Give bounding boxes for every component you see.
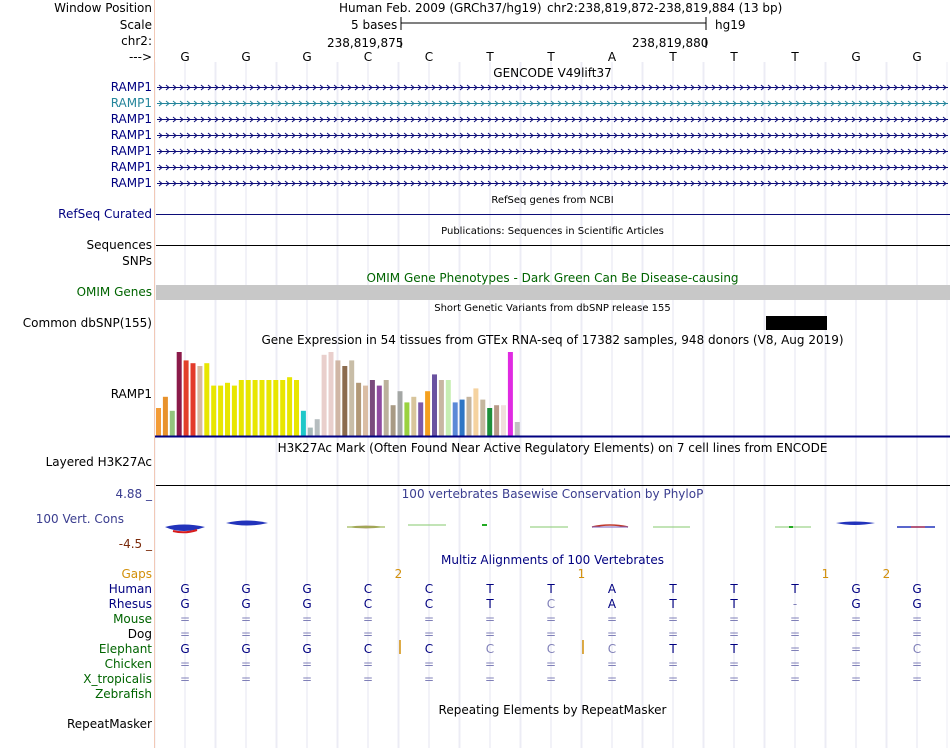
omim-bar[interactable] bbox=[156, 285, 950, 300]
coord-right: 238,819,880 bbox=[632, 36, 709, 50]
base-letter: C bbox=[363, 50, 373, 64]
scale-text: 5 bases bbox=[351, 18, 398, 32]
insertion-marks bbox=[0, 630, 950, 670]
alignment-base: = bbox=[667, 612, 679, 626]
species-label-dog[interactable]: Dog bbox=[127, 627, 152, 641]
alignment-base: T bbox=[669, 642, 677, 656]
alignment-base: = bbox=[606, 672, 618, 686]
gtex-bar bbox=[329, 352, 334, 436]
gtex-bar bbox=[177, 352, 182, 436]
base-letter: G bbox=[302, 50, 312, 64]
gencode-label-0[interactable]: RAMP1 bbox=[110, 80, 152, 94]
species-label-human[interactable]: Human bbox=[108, 582, 152, 596]
gap-mark: 2 bbox=[882, 567, 891, 581]
gtex-bar bbox=[384, 380, 389, 436]
gtex-bar bbox=[184, 360, 189, 436]
gtex-bar bbox=[391, 405, 396, 436]
alignment-base: T bbox=[669, 582, 677, 596]
gtex-bar bbox=[335, 360, 340, 436]
gtex-bar bbox=[322, 355, 327, 436]
gtex-bar bbox=[280, 380, 285, 436]
alignment-base: C bbox=[424, 642, 434, 656]
alignment-base: G bbox=[851, 597, 861, 611]
alignment-base: = bbox=[911, 627, 923, 641]
alignment-base: = bbox=[423, 627, 435, 641]
pubs-label[interactable]: Sequences bbox=[86, 238, 152, 252]
alignment-base: = bbox=[667, 627, 679, 641]
alignment-base: = bbox=[240, 657, 252, 671]
species-label-rhesus[interactable]: Rhesus bbox=[108, 597, 152, 611]
gtex-bar bbox=[460, 400, 465, 436]
alignment-base: = bbox=[179, 612, 191, 626]
alignment-base: = bbox=[789, 627, 801, 641]
alignment-base: = bbox=[179, 627, 191, 641]
alignment-base: G bbox=[302, 597, 312, 611]
h3k27ac-label[interactable]: Layered H3K27Ac bbox=[45, 455, 152, 469]
alignment-base: = bbox=[301, 627, 313, 641]
omim-label[interactable]: OMIM Genes bbox=[76, 285, 152, 299]
alignment-base: = bbox=[423, 657, 435, 671]
h3k27ac-title[interactable]: H3K27Ac Mark (Often Found Near Active Regulatory Elements) on 7 cell lines from ENCODE bbox=[277, 441, 828, 455]
gtex-bar bbox=[446, 380, 451, 436]
alignment-base: = bbox=[850, 657, 862, 671]
alignment-base: = bbox=[362, 657, 374, 671]
alignment-base: G bbox=[180, 582, 190, 596]
species-label-x_tropicalis[interactable]: X_tropicalis bbox=[83, 672, 152, 686]
dbsnp-title[interactable]: Short Genetic Variants from dbSNP release 155 bbox=[434, 303, 671, 314]
alignment-base: = bbox=[423, 612, 435, 626]
alignment-base: = bbox=[789, 657, 801, 671]
species-label-mouse[interactable]: Mouse bbox=[113, 612, 152, 626]
cons-title[interactable]: 100 vertebrates Basewise Conservation by PhyloP bbox=[401, 487, 704, 501]
gencode-transcript-2[interactable] bbox=[155, 115, 950, 124]
alignment-base: = bbox=[240, 612, 252, 626]
species-label-chicken[interactable]: Chicken bbox=[104, 657, 152, 671]
gencode-transcript-0[interactable] bbox=[155, 83, 950, 92]
gtex-bar bbox=[363, 386, 368, 436]
gtex-bar bbox=[170, 411, 175, 436]
gencode-transcript-5[interactable] bbox=[155, 163, 950, 172]
alignment-base: G bbox=[912, 582, 922, 596]
gencode-transcript-6[interactable] bbox=[155, 179, 950, 188]
refseq-label[interactable]: RefSeq Curated bbox=[58, 207, 152, 221]
alignment-base: G bbox=[180, 597, 190, 611]
gtex-bar bbox=[377, 386, 382, 436]
gtex-bar bbox=[432, 374, 437, 436]
gtex-bar bbox=[191, 363, 196, 436]
alignment-base: T bbox=[791, 582, 799, 596]
alignment-base: = bbox=[667, 657, 679, 671]
alignment-base: = bbox=[850, 627, 862, 641]
gtex-bar bbox=[480, 400, 485, 436]
alignment-base: G bbox=[241, 597, 251, 611]
gtex-bar bbox=[411, 397, 416, 436]
gtex-bar bbox=[439, 380, 444, 436]
alignment-base: = bbox=[789, 612, 801, 626]
base-letter: T bbox=[486, 50, 494, 64]
base-letter: G bbox=[241, 50, 251, 64]
alignment-base: = bbox=[423, 672, 435, 686]
gtex-bar bbox=[294, 380, 299, 436]
gtex-bar bbox=[197, 366, 202, 436]
scale-label[interactable]: Scale bbox=[119, 18, 152, 32]
alignment-base: C bbox=[424, 597, 434, 611]
gencode-label-2[interactable]: RAMP1 bbox=[110, 112, 152, 126]
alignment-base: T bbox=[486, 597, 494, 611]
gtex-bar bbox=[494, 405, 499, 436]
gtex-bar bbox=[218, 386, 223, 436]
alignment-base: G bbox=[851, 582, 861, 596]
alignment-base: = bbox=[911, 612, 923, 626]
alignment-base: = bbox=[545, 672, 557, 686]
alignment-base: C bbox=[363, 582, 373, 596]
alignment-base: = bbox=[606, 627, 618, 641]
alignment-base: T bbox=[730, 642, 738, 656]
alignment-base: T bbox=[486, 582, 494, 596]
position-text: chr2:238,819,872-238,819,884 (13 bp) bbox=[547, 1, 783, 15]
gencode-label-3[interactable]: RAMP1 bbox=[110, 128, 152, 142]
pubs-title[interactable]: Publications: Sequences in Scientific Articles bbox=[441, 226, 664, 237]
base-letter: C bbox=[424, 50, 434, 64]
snps-label[interactable]: SNPs bbox=[122, 254, 152, 268]
gtex-bar bbox=[232, 386, 237, 436]
gencode-transcript-4[interactable] bbox=[155, 147, 950, 156]
gtex-bar bbox=[211, 386, 216, 436]
gtex-bar bbox=[315, 419, 320, 436]
alignment-base: C bbox=[607, 642, 617, 656]
alignment-base: - bbox=[792, 597, 798, 611]
alignment-base: = bbox=[606, 657, 618, 671]
alignment-base: = bbox=[728, 612, 740, 626]
alignment-base: = bbox=[789, 672, 801, 686]
base-letter: T bbox=[791, 50, 799, 64]
alignment-base: = bbox=[240, 627, 252, 641]
alignment-base: = bbox=[789, 642, 801, 656]
alignment-base: = bbox=[179, 657, 191, 671]
alignment-base: A bbox=[607, 582, 617, 596]
alignment-base: = bbox=[545, 612, 557, 626]
repeatmasker-title[interactable]: Repeating Elements by RepeatMasker bbox=[438, 703, 667, 717]
alignment-base: = bbox=[850, 642, 862, 656]
base-letter: G bbox=[912, 50, 922, 64]
assembly-text: Human Feb. 2009 (GRCh37/hg19) bbox=[339, 1, 542, 15]
cons-min-label: -4.5 _ bbox=[118, 537, 152, 551]
gtex-bar bbox=[239, 380, 244, 436]
h3k27ac-baseline bbox=[156, 485, 950, 486]
alignment-base: G bbox=[241, 642, 251, 656]
alignment-base: = bbox=[362, 612, 374, 626]
alignment-base: = bbox=[362, 627, 374, 641]
alignment-base: = bbox=[606, 612, 618, 626]
alignment-base: = bbox=[362, 672, 374, 686]
alignment-base: = bbox=[301, 672, 313, 686]
gtex-bar bbox=[467, 397, 472, 436]
chrom-label[interactable]: chr2: bbox=[121, 34, 152, 48]
gtex-bar bbox=[487, 408, 492, 436]
alignment-base: C bbox=[912, 642, 922, 656]
alignment-base: = bbox=[850, 672, 862, 686]
gtex-bar bbox=[287, 377, 292, 436]
gtex-title[interactable]: Gene Expression in 54 tissues from GTEx RNA-seq of 17382 samples, 948 donors (V8, Aug 2019) bbox=[261, 333, 844, 347]
gtex-bar bbox=[515, 422, 520, 436]
refseq-line[interactable] bbox=[156, 214, 950, 215]
alignment-base: = bbox=[728, 657, 740, 671]
alignment-base: = bbox=[484, 657, 496, 671]
alignment-base: = bbox=[545, 657, 557, 671]
gtex-bar bbox=[404, 402, 409, 436]
base-letter: T bbox=[669, 50, 677, 64]
alignment-base: = bbox=[911, 657, 923, 671]
alignment-base: C bbox=[363, 642, 373, 656]
base-letter: T bbox=[547, 50, 555, 64]
base-letter: A bbox=[607, 50, 617, 64]
alignment-base: = bbox=[484, 612, 496, 626]
alignment-base: G bbox=[912, 597, 922, 611]
gtex-bar bbox=[163, 397, 168, 436]
gencode-transcript-3[interactable] bbox=[155, 131, 950, 140]
alignment-base: = bbox=[545, 627, 557, 641]
gtex-bar bbox=[453, 402, 458, 436]
alignment-base: C bbox=[546, 597, 556, 611]
alignment-base: G bbox=[302, 642, 312, 656]
dbsnp-label[interactable]: Common dbSNP(155) bbox=[22, 316, 152, 330]
coord-left: 238,819,875 bbox=[327, 36, 404, 50]
gtex-bar bbox=[225, 383, 230, 436]
alignment-base: = bbox=[301, 657, 313, 671]
alignment-base: = bbox=[301, 612, 313, 626]
alignment-base: C bbox=[363, 597, 373, 611]
gencode-label-6[interactable]: RAMP1 bbox=[110, 176, 152, 190]
alignment-base: G bbox=[241, 582, 251, 596]
alignment-base: = bbox=[850, 612, 862, 626]
gtex-bar bbox=[156, 408, 161, 436]
alignment-base: G bbox=[302, 582, 312, 596]
base-letter: G bbox=[851, 50, 861, 64]
gap-mark: 1 bbox=[821, 567, 830, 581]
refseq-title[interactable]: RefSeq genes from NCBI bbox=[491, 195, 614, 206]
cons-max-label: 4.88 _ bbox=[115, 487, 152, 501]
gtex-bar bbox=[204, 363, 209, 436]
alignment-base: = bbox=[728, 627, 740, 641]
alignment-base: = bbox=[179, 672, 191, 686]
alignment-base: C bbox=[485, 642, 495, 656]
scale-db: hg19 bbox=[715, 18, 746, 32]
scale-bar bbox=[0, 0, 950, 60]
gtex-bar bbox=[501, 405, 506, 436]
gtex-bar bbox=[273, 380, 278, 436]
alignment-base: G bbox=[180, 642, 190, 656]
gencode-label-4[interactable]: RAMP1 bbox=[110, 144, 152, 158]
gtex-bar bbox=[260, 380, 265, 436]
gencode-transcript-1[interactable] bbox=[155, 99, 950, 108]
alignment-base: = bbox=[484, 627, 496, 641]
gtex-bar bbox=[370, 380, 375, 436]
gtex-bar bbox=[398, 391, 403, 436]
gtex-bar bbox=[301, 411, 306, 436]
gaps-label[interactable]: Gaps bbox=[121, 567, 152, 581]
gap-mark: 1 bbox=[577, 567, 586, 581]
base-letter: T bbox=[730, 50, 738, 64]
gtex-bar bbox=[508, 352, 513, 436]
gtex-label[interactable]: RAMP1 bbox=[110, 387, 152, 401]
alignment-base: = bbox=[240, 672, 252, 686]
gencode-label-5[interactable]: RAMP1 bbox=[110, 160, 152, 174]
pubs-line[interactable] bbox=[156, 245, 950, 246]
gtex-bar bbox=[308, 428, 313, 436]
alignment-base: T bbox=[730, 597, 738, 611]
omim-title[interactable]: OMIM Gene Phenotypes - Dark Green Can Be Disease-causing bbox=[366, 271, 739, 285]
repeatmasker-label[interactable]: RepeatMasker bbox=[66, 717, 152, 731]
gtex-chart[interactable] bbox=[155, 348, 950, 440]
alignment-base: = bbox=[911, 672, 923, 686]
gap-mark: 2 bbox=[394, 567, 403, 581]
alignment-base: = bbox=[484, 672, 496, 686]
gtex-bar bbox=[349, 360, 354, 436]
gtex-bar bbox=[356, 383, 361, 436]
gtex-bar bbox=[342, 366, 347, 436]
cons-logo[interactable] bbox=[155, 510, 950, 540]
alignment-base: T bbox=[547, 582, 555, 596]
alignment-base: T bbox=[730, 582, 738, 596]
window-position-label[interactable]: Window Position bbox=[54, 1, 152, 15]
alignment-base: C bbox=[546, 642, 556, 656]
cons-label[interactable]: 100 Vert. Cons bbox=[35, 512, 124, 526]
dbsnp-variant[interactable] bbox=[766, 316, 827, 330]
alignment-base: = bbox=[728, 672, 740, 686]
gtex-bar bbox=[246, 380, 251, 436]
gencode-label-1[interactable]: RAMP1 bbox=[110, 96, 152, 110]
gtex-bar bbox=[418, 402, 423, 436]
alignment-base: C bbox=[424, 582, 434, 596]
gencode-title[interactable]: GENCODE V49lift37 bbox=[493, 66, 612, 80]
multiz-title[interactable]: Multiz Alignments of 100 Vertebrates bbox=[440, 553, 665, 567]
gtex-bar bbox=[253, 380, 258, 436]
gtex-bar bbox=[425, 391, 430, 436]
base-letter: G bbox=[180, 50, 190, 64]
gtex-bar bbox=[266, 380, 271, 436]
species-label-elephant[interactable]: Elephant bbox=[98, 642, 152, 656]
species-label-zebrafish[interactable]: Zebrafish bbox=[95, 687, 152, 701]
alignment-base: T bbox=[669, 597, 677, 611]
gtex-bar bbox=[473, 388, 478, 436]
alignment-base: A bbox=[607, 597, 617, 611]
strand-label[interactable]: ---> bbox=[128, 50, 152, 64]
alignment-base: = bbox=[667, 672, 679, 686]
